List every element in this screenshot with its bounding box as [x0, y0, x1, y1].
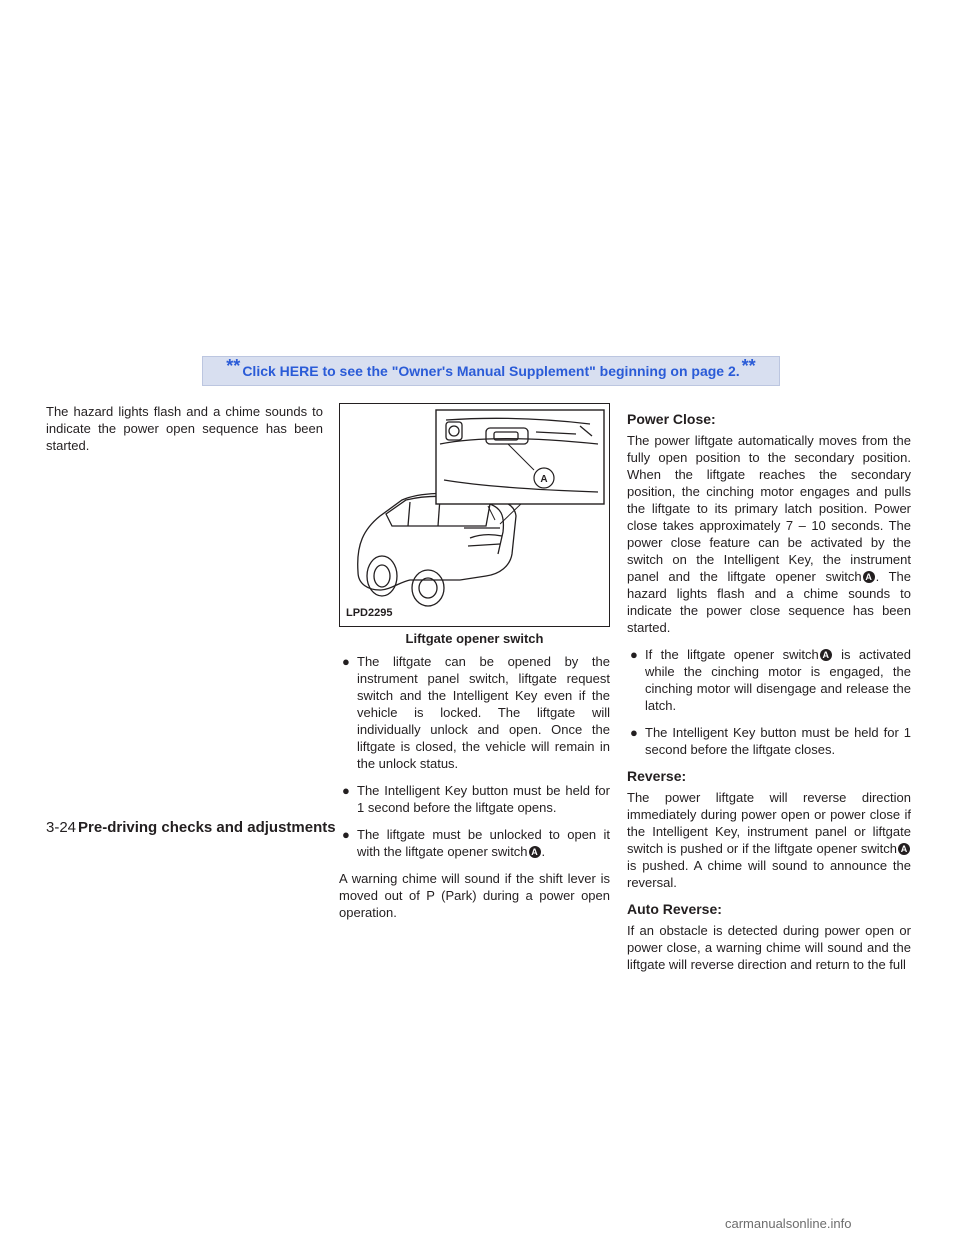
bullet-text: If the liftgate opener switch: [645, 647, 819, 662]
reverse-text-end: is pushed. A chime will sound to announce the reversal.: [627, 858, 911, 890]
callout-a-icon: A: [820, 649, 832, 661]
heading-auto-reverse: Auto Reverse:: [627, 901, 722, 917]
bullet-text: The liftgate must be unlocked to open it with the liftgate opener switch: [357, 827, 610, 859]
list-item: [627, 646, 911, 714]
callout-a-icon: A: [529, 846, 541, 858]
section-title: Pre-driving checks and adjustments: [78, 819, 336, 836]
list-item: [627, 724, 911, 758]
heading-power-close: Power Close:: [627, 411, 716, 427]
bullet-dot: ●: [342, 783, 350, 798]
figure-code: LPD2295: [346, 607, 393, 619]
reverse-text: The power liftgate will reverse direction immediately during power open or power close if the Intelligent Key, instrument panel or liftgate switch is pushed or if the liftgate opener switch: [627, 790, 911, 856]
heading-reverse: Reverse:: [627, 768, 687, 784]
hazard-lights-paragraph: The hazard lights flash and a chime sounds to indicate the power open sequence has been started.: [46, 404, 323, 453]
bullet-text: The Intelligent Key button must be held for 1 second before the liftgate closes.: [645, 725, 911, 757]
bullet-text: The Intelligent Key button must be held for 1 second before the liftgate opens.: [357, 783, 610, 815]
list-item: [339, 653, 610, 772]
callout-a-icon: A: [898, 843, 910, 855]
bullet-dot: ●: [630, 647, 638, 662]
warning-chime-paragraph: A warning chime will sound if the shift lever is moved out of P (Park) during a power open operation.: [339, 871, 610, 920]
reverse-paragraph: [627, 789, 911, 891]
callout-a-icon: A: [863, 571, 875, 583]
page-footer: [46, 819, 336, 836]
list-item: [339, 782, 610, 816]
liftgate-illustration: [340, 404, 609, 626]
liftgate-figure: [339, 403, 610, 627]
banner-text: Click HERE to see the "Owner's Manual Supplement" beginning on page 2.: [242, 363, 740, 379]
column-2: [339, 403, 610, 931]
bullet-text: The liftgate can be opened by the instrument panel switch, liftgate request switch and the Intelligent Key even if the vehicle is locked. The liftgate will individually unlock and open. Once the liftgate is closed, the vehicle will remain in the unlock status.: [357, 654, 610, 771]
bullet-text-end: .: [541, 844, 546, 859]
bullet-dot: ●: [630, 725, 638, 740]
banner-stars-left: **: [226, 355, 241, 376]
power-close-paragraph: [627, 432, 911, 636]
figure-caption: Liftgate opener switch: [405, 631, 544, 646]
power-close-text: The power liftgate automatically moves from the fully open position to the secondary position. When the liftgate reaches the secondary position, the cinching motor engages and pulls the liftgate to its primary latch position. Power close takes approximately 7 – 10 seconds. The power close feature can be activated by the switch on the Intelligent Key, the instrument panel and the liftgate opener switch: [627, 433, 911, 584]
column-3: [627, 411, 911, 983]
list-item: [339, 826, 610, 860]
bullet-text-end: is activated while the cinching motor is engaged, the cinching motor will disengage and release the latch.: [645, 647, 911, 713]
bullet-dot: ●: [342, 827, 350, 842]
supplement-banner-link[interactable]: [202, 356, 780, 386]
column-1: [46, 403, 323, 464]
figure-callout-a: A: [540, 474, 548, 485]
power-close-text-end: . The hazard lights flash and a chime sounds to indicate the power close sequence has been started.: [627, 569, 911, 635]
watermark-text: carmanualsonline.info: [725, 1216, 852, 1231]
banner-stars-right: **: [741, 355, 756, 376]
bullet-dot: ●: [342, 654, 350, 669]
page-number: 3-24: [46, 819, 77, 836]
auto-reverse-paragraph: If an obstacle is detected during power open or power close, a warning chime will sound and the liftgate will reverse direction and return to the full: [627, 923, 911, 972]
